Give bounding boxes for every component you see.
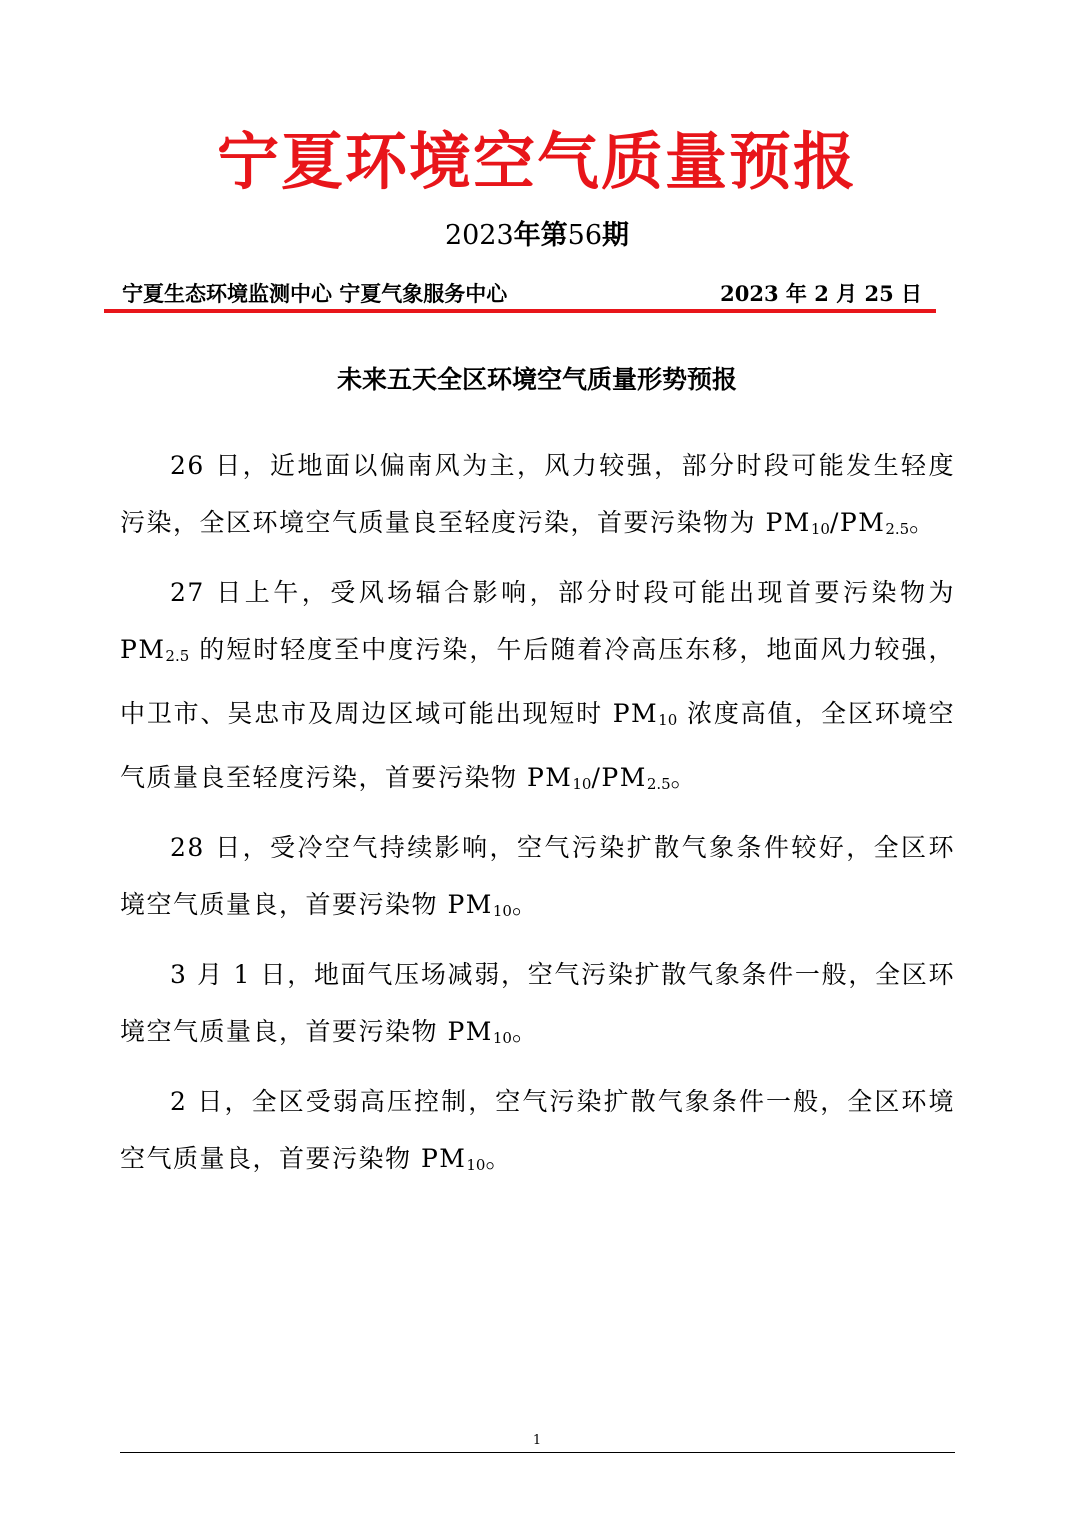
text-run: 2 日，全区受弱高压控制，空气污染扩散气象条件一般，全区环境空气质量良，首要污染物 PM xyxy=(120,1087,955,1173)
issue-number-line xyxy=(0,216,1074,256)
text-run: 。 xyxy=(670,763,698,792)
subscript: 2.5 xyxy=(165,647,190,665)
text-run: 。 xyxy=(511,890,539,919)
text-run: 26 日，近地面以偏南风为主，风力较强，部分时段可能发生轻度污染，全区环境空气质量良至轻度污染，首要污染物为 PM xyxy=(120,451,955,537)
text-run: 3 月 1 日，地面气压场减弱，空气污染扩散气象条件一般，全区环境空气质量良，首要污染物 PM xyxy=(120,960,955,1046)
issue-end: 期 xyxy=(602,220,630,251)
text-run: 27 日上午，受风场辐合影响，部分时段可能出现首要污染物为 PM xyxy=(120,578,955,664)
forecast-paragraph-mar1 xyxy=(120,946,955,1067)
subscript: 10 xyxy=(492,902,512,920)
issue-year: 2023 xyxy=(444,220,514,251)
text-run: 的短时轻度至中度污染，午后随着冷高压东移，地面风力较强，中卫市、吴忠市及周边区域可能出现短时 PM xyxy=(120,635,955,728)
publication-date: 2023 年 2 月 25 日 xyxy=(720,281,922,306)
forecast-paragraph-mar2 xyxy=(120,1073,955,1194)
text-run: 浓度高值，全区环境空气质量良至轻度污染，首要污染物 PM xyxy=(120,699,956,792)
subscript: 10 xyxy=(810,520,830,538)
header-red-rule xyxy=(104,309,936,313)
footer-rule xyxy=(120,1452,955,1453)
text-run: 。 xyxy=(511,1017,539,1046)
forecast-paragraph-28 xyxy=(120,819,955,940)
issue-number: 56 xyxy=(567,220,603,251)
subscript: 2.5 xyxy=(646,775,671,793)
text-run: 。 xyxy=(909,508,936,537)
subscript: 10 xyxy=(572,775,592,793)
page-number: 1 xyxy=(532,1433,542,1448)
text-run: 28 日，受冷空气持续影响，空气污染扩散气象条件较好，全区环境空气质量良，首要污染物 PM xyxy=(120,833,955,919)
forecast-body xyxy=(120,437,955,1200)
issue-mid: 年第 xyxy=(513,220,568,251)
section-title: 未来五天全区环境空气质量形势预报 xyxy=(336,365,737,394)
text-run: /PM xyxy=(591,763,647,792)
issuer-row xyxy=(122,277,930,313)
subscript: 10 xyxy=(658,711,678,729)
issuer-names: 宁夏生态环境监测中心 宁夏气象服务中心 xyxy=(122,281,508,306)
text-run: /PM xyxy=(829,508,886,537)
forecast-paragraph-27 xyxy=(120,564,955,813)
text-run: 。 xyxy=(485,1144,512,1173)
masthead-title: 宁夏环境空气质量预报 xyxy=(216,125,857,198)
subscript: 2.5 xyxy=(885,520,910,538)
subscript: 10 xyxy=(492,1029,512,1047)
forecast-paragraph-26 xyxy=(120,437,955,558)
subscript: 10 xyxy=(466,1156,486,1174)
